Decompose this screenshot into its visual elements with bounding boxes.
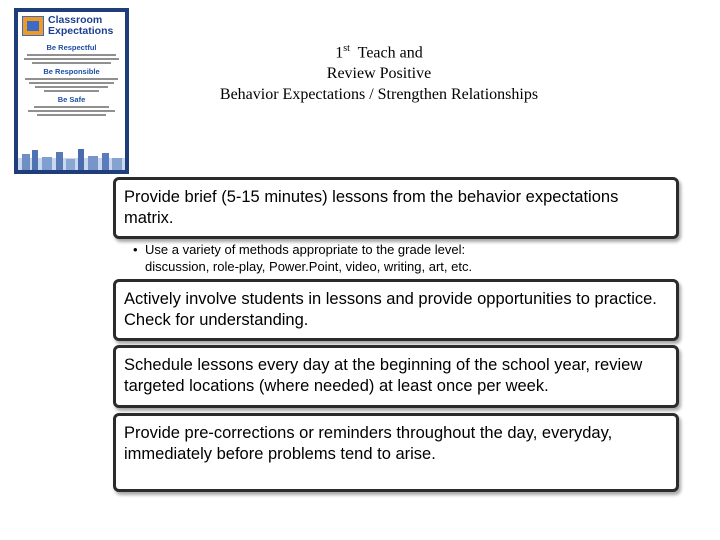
city-skyline-icon bbox=[18, 148, 125, 170]
title-line3: Behavior Expectations / Strengthen Relationships bbox=[219, 86, 539, 104]
classroom-expectations-poster bbox=[14, 8, 129, 174]
poster-text-line bbox=[44, 90, 100, 92]
poster-title bbox=[48, 15, 113, 37]
sub-bullet-line1: Use a variety of methods appropriate to the grade level: bbox=[145, 242, 466, 257]
title-line1-text: Teach and bbox=[357, 44, 423, 62]
poster-text-line bbox=[27, 54, 117, 56]
poster-text-line bbox=[24, 58, 118, 60]
poster-title-line1: Classroom bbox=[48, 14, 103, 26]
poster-section-respectful: Be Respectful bbox=[46, 43, 97, 52]
poster-text-line bbox=[28, 110, 116, 112]
slide-title bbox=[150, 38, 608, 105]
bullet-marker: • bbox=[133, 242, 138, 257]
poster-text-line bbox=[29, 82, 115, 84]
poster-title-line2: Expectations bbox=[48, 25, 114, 37]
poster-content bbox=[18, 12, 125, 170]
poster-section-responsible: Be Responsible bbox=[43, 67, 100, 76]
title-ordinal: 1 bbox=[335, 44, 344, 62]
poster-text-line bbox=[32, 62, 111, 64]
poster-header bbox=[18, 12, 125, 40]
title-line2: Review Positive bbox=[326, 65, 432, 83]
sub-bullet-methods bbox=[133, 241, 673, 275]
title-ordinal-suffix: st bbox=[343, 43, 350, 54]
school-logo-icon bbox=[22, 16, 44, 36]
title-line1 bbox=[150, 38, 608, 63]
sub-bullet-line2: discussion, role-play, Power.Point, video, writing, art, etc. bbox=[145, 259, 473, 274]
lesson-item-brief-lessons: Provide brief (5-15 minutes) lessons from the behavior expectations matrix. bbox=[113, 177, 679, 239]
poster-text-line bbox=[34, 106, 109, 108]
poster-section-safe: Be Safe bbox=[57, 95, 86, 104]
lesson-item-pre-corrections: Provide pre-corrections or reminders throughout the day, everyday, immediately before problems tend to arise. bbox=[113, 413, 679, 492]
lesson-item-schedule-lessons: Schedule lessons every day at the beginning of the school year, review targeted locations (where needed) at least once per week. bbox=[113, 345, 679, 408]
poster-text-line bbox=[35, 86, 108, 88]
lesson-item-involve-students: Actively involve students in lessons and provide opportunities to practice. Check for understanding. bbox=[113, 279, 679, 341]
poster-text-line bbox=[25, 78, 117, 80]
poster-text-line bbox=[37, 114, 105, 116]
